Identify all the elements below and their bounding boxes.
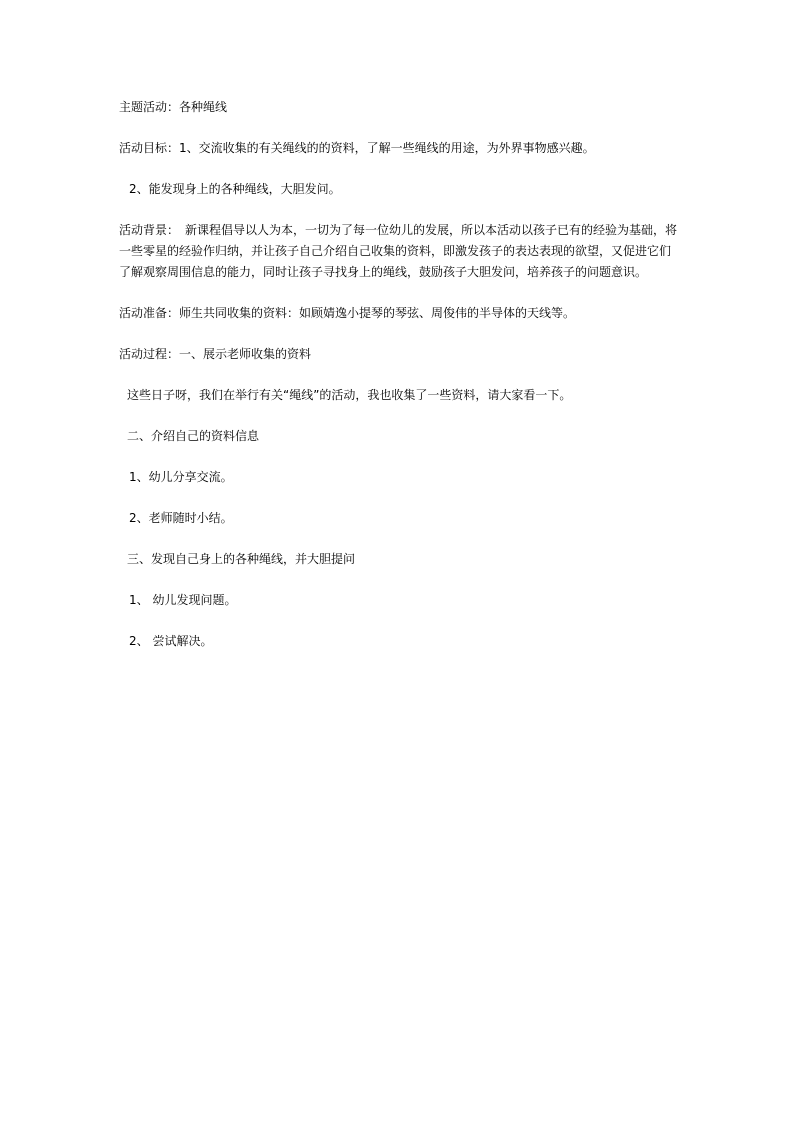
document-body — [119, 97, 679, 672]
activity-process-step-2: 二、介绍自己的资料信息 — [127, 429, 260, 443]
activity-process-step-3: 三、发现自己身上的各种绳线，并大胆提问 — [127, 552, 356, 566]
activity-background: 活动背景： 新课程倡导以人为本，一切为了每一位幼儿的发展，所以本活动以孩子已有的经验为基础，将一些零星的经验作归纳，并让孩子自己介绍自己收集的资料，即激发孩子的表达表现的欲望，又促进它们了解观察周围信息的能力，同时让孩子寻找身上的绳线，鼓励孩子大胆发问，培养孩子的问题意识。 — [119, 223, 678, 279]
activity-goal-2: 2、能发现身上的各种绳线，大胆发问。 — [129, 182, 341, 196]
document-title: 主题活动：各种绳线 — [119, 100, 228, 114]
activity-preparation: 活动准备：师生共同收集的资料：如顾婧逸小提琴的琴弦、周俊伟的半导体的天线等。 — [119, 306, 576, 320]
activity-process-step-1: 活动过程：一、展示老师收集的资料 — [119, 347, 312, 361]
activity-goal-1: 活动目标：1、交流收集的有关绳线的的资料，了解一些绳线的用途，为外界事物感兴趣。 — [119, 141, 595, 155]
activity-process-step-3-item-1: 1、 幼儿发现问题。 — [129, 593, 237, 607]
activity-process-step-2-item-1: 1、幼儿分享交流。 — [129, 470, 233, 484]
activity-process-step-3-item-2: 2、 尝试解决。 — [129, 634, 213, 648]
activity-process-step-2-item-2: 2、老师随时小结。 — [129, 511, 233, 525]
activity-process-step-1-detail: 这些日子呀，我们在举行有关“绳线”的活动，我也收集了一些资料，请大家看一下。 — [127, 388, 572, 402]
